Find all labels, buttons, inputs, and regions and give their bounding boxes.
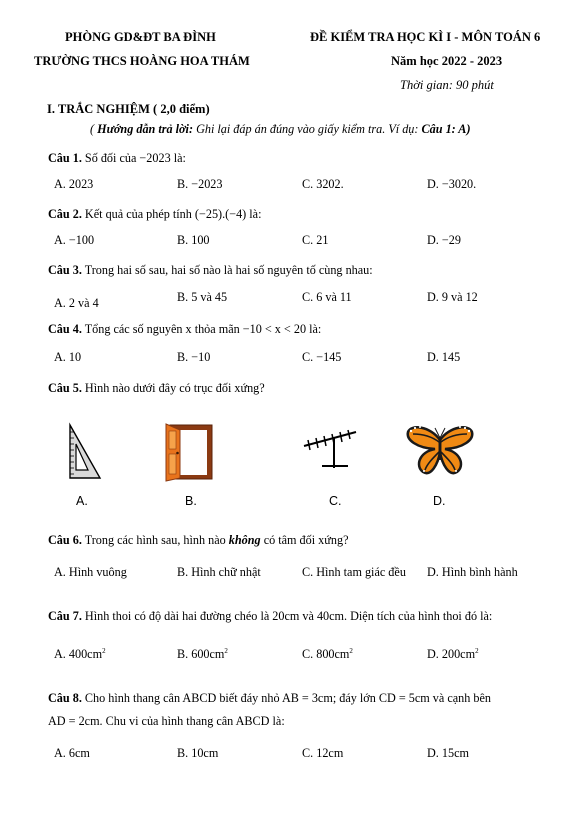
figure-d-label: D.: [433, 494, 446, 508]
q4-option-d: D. 145: [427, 350, 461, 364]
q7-option-b: B. $600cm^2$: [177, 647, 228, 662]
q2-option-d: D. −29: [427, 233, 461, 247]
q3-option-c: C. 6 và 11: [302, 290, 352, 304]
exam-duration: Thời gian: 90 phút: [400, 78, 494, 92]
question-6: Câu 6. Trong các hình sau, hình nào không có tâm đối xứng?: [48, 533, 349, 547]
q1-option-b: B. −2023: [177, 177, 223, 191]
question-5: Câu 5. Hình nào dưới đây có trục đối xứng?: [48, 381, 265, 395]
q8-option-d: D. 15cm: [427, 746, 469, 760]
emphasis-khong: không: [228, 533, 261, 547]
question-2: Câu 2. Kết quả của phép tính (−25).(−4) là:: [48, 207, 262, 221]
q1-option-d: D. −3020.: [427, 177, 477, 191]
set-square-figure: [66, 422, 106, 482]
q6-option-d: D. Hình bình hành: [427, 565, 518, 579]
question-8: Câu 8. Cho hình thang cân ABCD biết đáy nhỏ AB = 3cm; đáy lớn CD = 5cm và cạnh bên: [48, 691, 491, 705]
antenna-figure: [298, 424, 362, 472]
q1-option-a: A. 2023: [54, 177, 94, 191]
q2-option-a: A. −100: [54, 233, 95, 247]
figure-a-label: A.: [76, 494, 88, 508]
question-4: Câu 4. Tổng các số nguyên x thỏa mãn −10 < x < 20 là:: [48, 322, 322, 336]
q6-option-c: C. Hình tam giác đều: [302, 565, 406, 579]
q3-option-a: A. 2 và 4: [54, 296, 99, 310]
school-year: Năm học 2022 - 2023: [391, 54, 503, 68]
q8-option-c: C. 12cm: [302, 746, 344, 760]
door-figure: [164, 422, 216, 482]
butterfly-figure: [405, 422, 475, 478]
section-instructions: ( Hướng dẫn trả lời: Ghi lại đáp án đúng vào giấy kiểm tra. Ví dụ: Câu 1: A): [90, 122, 471, 136]
q7-option-a: A. $400cm^2$: [54, 647, 106, 662]
instr-bold: Hướng dẫn trả lời:: [97, 122, 194, 136]
q7-option-c: C. $800cm^2$: [302, 647, 353, 662]
q2-option-b: B. 100: [177, 233, 210, 247]
q8-option-b: B. 10cm: [177, 746, 219, 760]
question-8-line2: AD = 2cm. Chu vi của hình thang cân ABCD là:: [48, 714, 285, 728]
school-name: TRƯỜNG THCS HOÀNG HOA THÁM: [34, 54, 250, 68]
instr-example: Câu 1: A): [421, 122, 471, 136]
question-1: Câu 1. Số đối của −2023 là:: [48, 151, 186, 165]
department-name: PHÒNG GD&ĐT BA ĐÌNH: [65, 30, 216, 44]
q1-option-c: C. 3202.: [302, 177, 344, 191]
question-3: Câu 3. Trong hai số sau, hai số nào là hai số nguyên tố cùng nhau:: [48, 263, 373, 277]
q4-option-a: A. 10: [54, 350, 82, 364]
q4-option-c: C. −145: [302, 350, 342, 364]
question-7: Câu 7. Hình thoi có độ dài hai đường chéo là 20cm và 40cm. Diện tích của hình thoi đó là:: [48, 609, 493, 623]
exam-title: ĐỀ KIỂM TRA HỌC KÌ I - MÔN TOÁN 6: [310, 30, 541, 44]
q8-option-a: A. 6cm: [54, 746, 90, 760]
figure-b-label: B.: [185, 494, 197, 508]
q3-option-d: D. 9 và 12: [427, 290, 478, 304]
figure-c-label: C.: [329, 494, 342, 508]
q3-option-b: B. 5 và 45: [177, 290, 228, 304]
q2-option-c: C. 21: [302, 233, 329, 247]
q6-option-b: B. Hình chữ nhật: [177, 565, 261, 579]
q7-option-d: D. $200cm^2$: [427, 647, 479, 662]
q4-option-b: B. −10: [177, 350, 211, 364]
section-title: I. TRẮC NGHIỆM ( 2,0 điểm): [47, 102, 210, 116]
q6-option-a: A. Hình vuông: [54, 565, 127, 579]
